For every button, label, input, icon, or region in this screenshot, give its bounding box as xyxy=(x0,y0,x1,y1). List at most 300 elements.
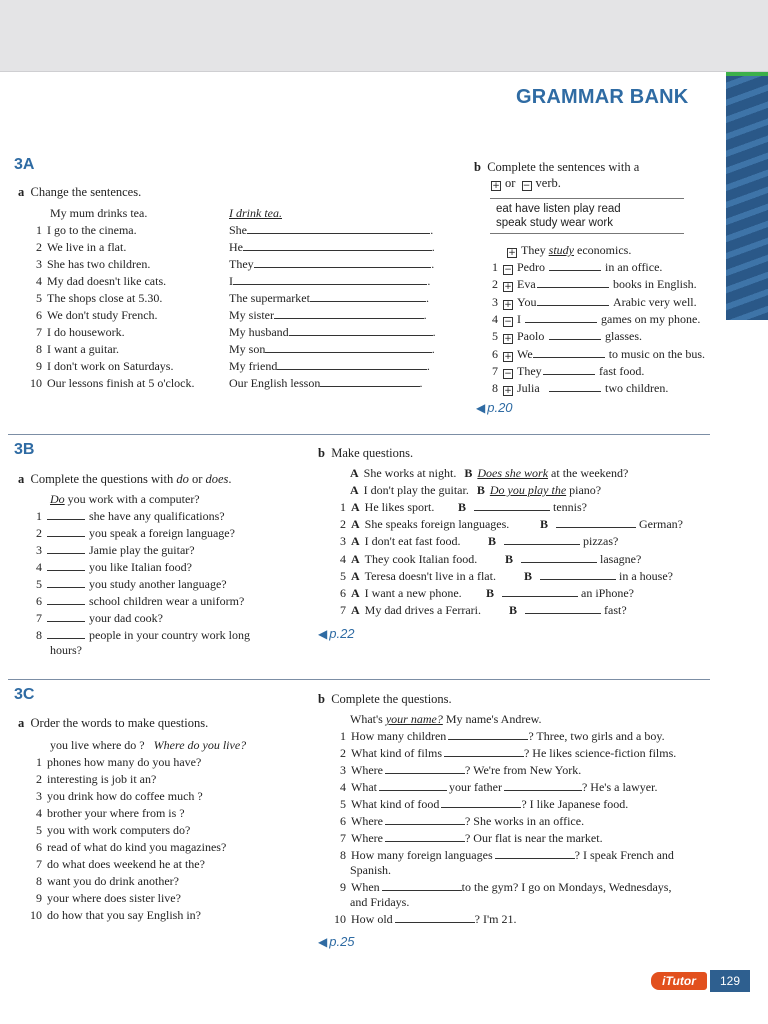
question-start: How old xyxy=(351,912,393,926)
exercise-letter: a xyxy=(18,716,25,730)
item-text: The shops close at 5.30. xyxy=(47,291,163,305)
speaker-b: B xyxy=(458,500,467,514)
list-item xyxy=(486,347,705,362)
list-item xyxy=(486,295,697,310)
item-subject: Pedro xyxy=(517,260,545,274)
item-number: 3 xyxy=(36,789,42,803)
period-text: . xyxy=(426,359,430,373)
list-item xyxy=(486,260,662,275)
instruction-text: Order the words to make questions. xyxy=(30,716,209,730)
page-reference-3a xyxy=(476,400,513,415)
example-row xyxy=(50,738,246,752)
item-end: in a house? xyxy=(619,568,673,583)
item-text: you speak a foreign language? xyxy=(89,526,235,540)
example-row xyxy=(50,492,200,506)
instruction-text: Complete the questions with xyxy=(30,472,177,486)
answer-blank xyxy=(533,348,605,358)
exercise-3a-a-instruction xyxy=(18,185,141,200)
answer-blank xyxy=(265,343,431,353)
section-title-3c: 3C xyxy=(14,686,35,703)
answer-row xyxy=(540,517,683,531)
example-answer: Does she work xyxy=(477,466,549,480)
answer-row xyxy=(505,552,641,566)
list-item xyxy=(30,560,192,574)
item-number: 7 xyxy=(340,603,346,618)
list-item xyxy=(30,223,137,237)
answer-row xyxy=(486,586,634,600)
item-number: 2 xyxy=(492,277,498,292)
item-number: 7 xyxy=(36,611,42,625)
list-item xyxy=(486,312,700,327)
item-text: your dad cook? xyxy=(89,611,163,625)
exercise-letter: b xyxy=(318,446,325,460)
item-rest: fast food. xyxy=(599,363,645,378)
period-text: . xyxy=(431,342,435,356)
list-item xyxy=(334,603,481,617)
item-number: 8 xyxy=(36,342,42,356)
list-item xyxy=(486,364,644,379)
item-text: I go to the cinema. xyxy=(47,223,137,237)
item-text: phones how many do you have? xyxy=(47,755,202,769)
answer-blank xyxy=(47,578,85,588)
item-end: fast? xyxy=(604,603,627,618)
item-number: 2 xyxy=(36,240,42,254)
item-number: 2 xyxy=(340,746,346,760)
question-end: ? We're from New York. xyxy=(464,763,582,777)
example-words: you live where do ? xyxy=(50,738,145,752)
item-number: 6 xyxy=(36,594,42,608)
verb-text: verb. xyxy=(535,176,561,190)
instruction-text: Complete the questions. xyxy=(331,692,452,706)
answer-start: She xyxy=(229,223,247,237)
answer-blank xyxy=(47,544,85,554)
example-row xyxy=(350,712,542,726)
speaker-a-text: Teresa doesn't live in a flat. xyxy=(364,568,496,583)
list-item xyxy=(30,840,226,854)
section-title-3b: 3B xyxy=(14,441,35,458)
item-number: 6 xyxy=(340,814,346,828)
item-text: she have any qualifications? xyxy=(89,509,225,523)
answer-blank xyxy=(543,365,595,375)
speaker-b: B xyxy=(540,517,549,532)
question-start: How many children xyxy=(351,729,447,743)
item-text: do what does weekend he at the? xyxy=(47,857,205,871)
item-rest: glasses. xyxy=(605,329,642,344)
page-reference-3c xyxy=(318,934,355,949)
answer-blank xyxy=(47,629,85,639)
top-margin-band xyxy=(0,0,768,72)
item-subject: Eva xyxy=(517,277,536,292)
list-item xyxy=(486,329,642,344)
item-continuation: hours? xyxy=(50,643,82,657)
list-item xyxy=(334,848,674,862)
item-text: interesting is job it an? xyxy=(47,772,157,786)
exercise-3c-a-instruction xyxy=(18,716,208,731)
period-text: . xyxy=(425,291,429,305)
speaker-a-text: She works at night. xyxy=(363,466,457,480)
item-number: 1 xyxy=(340,500,346,514)
answer-blank xyxy=(277,360,427,370)
item-number: 6 xyxy=(36,308,42,322)
item-number: 10 xyxy=(30,376,42,390)
example-rest: piano? xyxy=(566,483,602,497)
instruction-text: Change the sentences. xyxy=(30,185,142,199)
list-item xyxy=(334,831,603,845)
example-answer: your name? xyxy=(385,712,443,726)
question-end: ? I speak French and xyxy=(574,848,674,862)
item-number: 3 xyxy=(340,763,346,777)
answer-blank xyxy=(549,330,601,340)
item-text: I don't work on Saturdays. xyxy=(47,359,174,373)
item-number: 3 xyxy=(36,543,42,557)
exercise-letter: a xyxy=(18,185,25,199)
item-text: We don't study French. xyxy=(47,308,158,322)
list-item xyxy=(30,376,194,390)
item-number: 4 xyxy=(36,274,42,288)
answer-start: I xyxy=(229,274,233,288)
list-item xyxy=(334,569,496,583)
item-number: 4 xyxy=(340,551,346,566)
word-box xyxy=(490,198,684,234)
list-item xyxy=(30,543,195,557)
item-text: you like Italian food? xyxy=(89,560,192,574)
example-text: you work with a computer? xyxy=(64,492,200,506)
side-tab-stripe xyxy=(726,72,768,320)
question-start: What kind of films xyxy=(351,746,442,760)
item-end: tennis? xyxy=(553,500,588,514)
speaker-a-text: I don't play the guitar. xyxy=(363,483,469,497)
question-end: ? Three, two girls and a boy. xyxy=(528,729,665,743)
item-end: German? xyxy=(639,517,683,532)
minus-box-icon: − xyxy=(522,181,531,191)
item-text: I do housework. xyxy=(47,325,125,339)
list-item xyxy=(30,509,225,523)
answer-blank xyxy=(289,326,433,336)
item-text: I want a guitar. xyxy=(47,342,119,356)
item-number: 6 xyxy=(36,840,42,854)
example-rest: economics. xyxy=(577,243,632,257)
list-item xyxy=(30,325,125,339)
word-box-line-2: speak study wear work xyxy=(496,217,613,229)
list-item xyxy=(334,780,657,794)
answer-blank xyxy=(247,224,430,234)
arrow-left-icon: ◀ xyxy=(318,627,328,641)
speaker-a-text: She speaks foreign languages. xyxy=(364,517,510,532)
answer-blank xyxy=(47,595,85,605)
item-number: 2 xyxy=(340,517,346,532)
list-item xyxy=(334,500,434,514)
brand-logo: iTutor xyxy=(651,972,707,990)
answer-row xyxy=(229,257,434,271)
list-item xyxy=(30,577,227,591)
item-text: school children wear a uniform? xyxy=(89,594,245,608)
item-number: 7 xyxy=(36,857,42,871)
item-number: 9 xyxy=(36,891,42,905)
item-number: 3 xyxy=(492,294,498,309)
item-number: 1 xyxy=(340,729,346,743)
speaker-a: A xyxy=(351,551,360,566)
list-item xyxy=(30,857,205,871)
item-number: 5 xyxy=(36,577,42,591)
item-number: 9 xyxy=(36,359,42,373)
item-text: want you do drink another? xyxy=(47,874,179,888)
item-rest: books in English. xyxy=(613,277,697,292)
speaker-a: A xyxy=(351,534,360,549)
question-end: ? He's a lawyer. xyxy=(581,780,658,794)
item-subject: Julia xyxy=(517,381,540,396)
list-item xyxy=(334,763,581,777)
item-number: 2 xyxy=(36,526,42,540)
item-number: 1 xyxy=(492,260,498,274)
list-item xyxy=(334,729,665,743)
speaker-b: B xyxy=(524,568,533,583)
item-subject: You xyxy=(517,294,537,309)
answer-row xyxy=(509,603,627,617)
list-item xyxy=(486,381,668,396)
answer-blank xyxy=(549,261,601,271)
answer-blank xyxy=(385,832,465,842)
answer-blank xyxy=(537,296,609,306)
sign-box-icon: + xyxy=(508,248,516,258)
answer-blank xyxy=(47,561,85,571)
answer-blank xyxy=(47,527,85,537)
period-text: . xyxy=(430,223,434,237)
page-reference-3b xyxy=(318,626,355,641)
answer-blank xyxy=(233,275,427,285)
item-number: 10 xyxy=(334,912,346,926)
question-end: to the gym? I go on Mondays, Wednesdays, xyxy=(461,880,672,894)
minus-box-icon: − xyxy=(504,368,512,379)
item-number: 5 xyxy=(36,291,42,305)
plus-box-icon: + xyxy=(492,181,500,191)
item-number: 6 xyxy=(340,586,346,600)
answer-blank xyxy=(521,553,597,563)
speaker-a: A xyxy=(350,483,359,497)
arrow-left-icon: ◀ xyxy=(318,935,328,949)
item-text: people in your country work long xyxy=(89,628,250,642)
item-number: 4 xyxy=(492,311,498,326)
list-item xyxy=(334,586,462,600)
item-end: an iPhone? xyxy=(581,586,635,600)
speaker-a-text: They cook Italian food. xyxy=(364,551,478,566)
list-item xyxy=(30,755,201,769)
page-reference-text: p.25 xyxy=(329,934,355,949)
speaker-a: A xyxy=(351,586,360,600)
list-item xyxy=(30,806,185,820)
item-rest: Arabic very well. xyxy=(613,294,697,309)
speaker-b: B xyxy=(488,534,497,549)
answer-row xyxy=(524,569,673,583)
item-subject: They xyxy=(517,363,542,378)
speaker-b: B xyxy=(509,603,518,618)
answer-start: My son xyxy=(229,342,266,356)
answer-row xyxy=(229,274,430,288)
item-text: do how that you say English in? xyxy=(47,908,201,922)
example-row xyxy=(350,466,628,480)
speaker-a-text: I don't eat fast food. xyxy=(364,534,461,549)
answer-blank xyxy=(495,849,575,859)
instruction-does: does xyxy=(205,472,229,486)
list-item xyxy=(30,257,150,271)
period-text: . xyxy=(431,257,435,271)
item-number: 4 xyxy=(36,806,42,820)
answer-start: Our English lesson xyxy=(229,376,321,390)
item-number: 4 xyxy=(36,560,42,574)
speaker-a-text: He likes sport. xyxy=(364,500,435,514)
list-item xyxy=(486,277,697,292)
answer-blank xyxy=(243,241,432,251)
or-text: or xyxy=(505,176,516,190)
section-title-3a: 3A xyxy=(14,156,35,173)
answer-row xyxy=(488,534,618,548)
answer-row xyxy=(229,291,429,305)
list-item xyxy=(30,908,201,922)
speaker-a: A xyxy=(351,500,360,514)
answer-blank xyxy=(395,913,475,923)
item-number: 4 xyxy=(340,780,346,794)
minus-box-icon: − xyxy=(504,265,512,275)
answer-blank xyxy=(549,382,601,392)
exercise-3c-b-instruction xyxy=(318,692,452,707)
item-rest: to music on the bus. xyxy=(608,346,706,361)
b-example-row xyxy=(507,243,631,258)
item-text: My dad doesn't like cats. xyxy=(47,274,167,288)
item-continuation: and Fridays. xyxy=(350,895,410,909)
answer-blank xyxy=(448,730,528,740)
answer-blank xyxy=(47,510,85,520)
example-verb: study xyxy=(548,243,574,257)
answer-blank xyxy=(540,570,616,580)
list-item xyxy=(334,517,509,531)
list-item xyxy=(334,880,671,894)
list-item xyxy=(334,797,628,811)
example-answer: Where do you live? xyxy=(153,738,247,752)
item-end: pizzas? xyxy=(583,534,619,549)
page-reference-text: p.22 xyxy=(329,626,355,641)
list-item xyxy=(30,789,203,803)
plus-box-icon: + xyxy=(504,334,512,345)
question-end: ? I like Japanese food. xyxy=(521,797,629,811)
exercise-3b-b-instruction xyxy=(318,446,413,461)
example-pre: What's xyxy=(350,712,386,726)
answer-blank xyxy=(385,764,465,774)
question-end: ? I'm 21. xyxy=(474,912,517,926)
question-end: ? He likes science-fiction films. xyxy=(523,746,677,760)
page-title: GRAMMAR BANK xyxy=(516,86,689,108)
item-text: you study another language? xyxy=(89,577,227,591)
item-number: 7 xyxy=(492,363,498,378)
item-number: 3 xyxy=(340,534,346,549)
item-text: brother your where from is ? xyxy=(47,806,185,820)
instruction-dot: . xyxy=(228,472,232,486)
item-subject: We xyxy=(517,346,533,361)
item-continuation: Spanish. xyxy=(350,863,392,877)
speaker-b: B xyxy=(464,466,473,480)
list-item xyxy=(30,628,250,642)
answer-blank xyxy=(379,781,447,791)
list-item xyxy=(30,308,158,322)
list-item xyxy=(334,534,460,548)
answer-start: My sister xyxy=(229,308,274,322)
word-box-line-1: eat have listen play read xyxy=(496,203,621,215)
answer-blank xyxy=(525,604,601,614)
plus-box-icon: + xyxy=(504,299,512,310)
instruction-or: or xyxy=(188,472,206,486)
example-answer xyxy=(229,206,282,220)
answer-start: My friend xyxy=(229,359,278,373)
speaker-a: A xyxy=(351,603,360,618)
example-left: My mum drinks tea. xyxy=(50,206,148,220)
list-item xyxy=(30,823,190,837)
list-item xyxy=(30,291,162,305)
list-item xyxy=(30,594,244,608)
list-item xyxy=(30,342,119,356)
speaker-a-text: I want a new phone. xyxy=(364,586,462,600)
period-text: . xyxy=(431,240,435,254)
example-right: I drink tea. xyxy=(229,206,282,220)
answer-row xyxy=(458,500,587,514)
minus-box-icon: − xyxy=(504,316,512,327)
item-text: your where does sister live? xyxy=(47,891,181,905)
question-end: ? Our flat is near the market. xyxy=(464,831,603,845)
item-number: 9 xyxy=(340,880,346,894)
example-answer: Do xyxy=(50,492,65,506)
item-number: 8 xyxy=(340,848,346,862)
speaker-a: A xyxy=(351,568,360,583)
list-item xyxy=(30,874,179,888)
period-text: . xyxy=(432,325,436,339)
answer-start: They xyxy=(229,257,254,271)
question-start: Where xyxy=(351,763,383,777)
item-number: 7 xyxy=(36,325,42,339)
item-rest: in an office. xyxy=(605,260,663,274)
answer-row xyxy=(229,376,423,390)
answer-blank xyxy=(274,309,424,319)
period-text: . xyxy=(419,376,423,390)
answer-start: The supermarket xyxy=(229,291,310,305)
answer-row xyxy=(229,223,433,237)
answer-blank xyxy=(385,815,465,825)
list-item xyxy=(334,814,584,828)
list-item xyxy=(30,274,166,288)
answer-blank xyxy=(441,798,521,808)
answer-blank xyxy=(310,292,426,302)
answer-row xyxy=(229,240,435,254)
answer-start: My husband xyxy=(229,325,289,339)
item-number: 2 xyxy=(36,772,42,786)
list-item xyxy=(334,746,676,760)
item-subject: Paolo xyxy=(517,329,545,344)
item-number: 1 xyxy=(36,223,42,237)
answer-row xyxy=(229,308,427,322)
item-number: 8 xyxy=(36,874,42,888)
answer-blank xyxy=(525,313,597,323)
period-text: . xyxy=(427,274,431,288)
list-item xyxy=(30,240,126,254)
speaker-a-text: My dad drives a Ferrari. xyxy=(364,603,481,618)
arrow-left-icon: ◀ xyxy=(476,401,486,415)
question-start: What kind of food xyxy=(351,797,440,811)
exercise-3a-b-instruction xyxy=(474,160,639,175)
page-reference-text: p.20 xyxy=(487,400,513,415)
answer-blank xyxy=(474,501,550,511)
exercise-3b-a-instruction xyxy=(18,472,232,487)
speaker-b: B xyxy=(476,483,485,497)
answer-blank xyxy=(444,747,524,757)
page-number: 129 xyxy=(710,970,750,992)
example-row xyxy=(350,483,601,497)
answer-row xyxy=(229,325,436,339)
